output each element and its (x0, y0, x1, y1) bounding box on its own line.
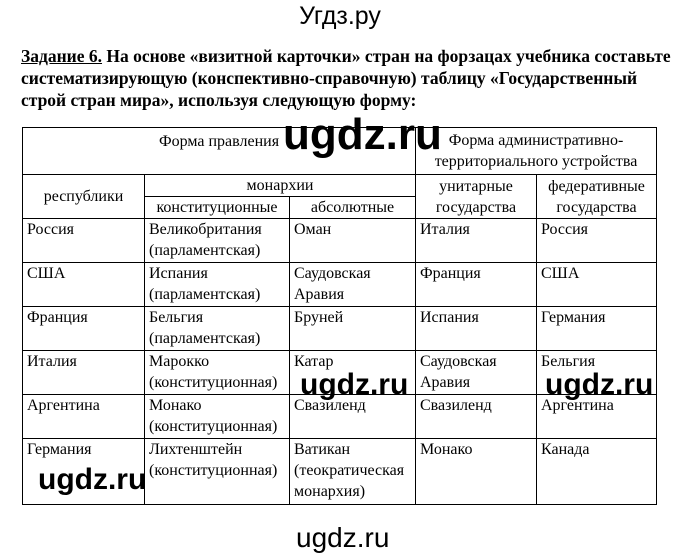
header-absolute: абсолютные (290, 197, 416, 219)
cell-absolute (290, 263, 416, 307)
cell-line: Бельгия (149, 309, 204, 326)
table-row (23, 351, 657, 395)
table-row (23, 263, 657, 307)
cell-line: Свазиленд (420, 397, 492, 414)
header-form-of-government: Форма правления (23, 128, 416, 175)
cell-line: Великобритания (149, 221, 262, 238)
cell-absolute (290, 439, 416, 505)
cell-constitutional (145, 395, 290, 439)
cell-constitutional (145, 219, 290, 263)
cell-line: Свазиленд (294, 397, 366, 414)
header-unitary (416, 175, 537, 219)
cell-unitary (416, 219, 537, 263)
cell-unitary (416, 307, 537, 351)
site-title: Угдз.ру (299, 2, 381, 30)
header-admin-line1: Форма административно- (448, 132, 624, 149)
cell-absolute (290, 395, 416, 439)
header-admin-line2: территориального устройства (434, 153, 638, 170)
cell-federal: Россия (537, 219, 657, 263)
cell-line: (конституционная) (149, 418, 278, 435)
table-row (23, 219, 657, 263)
cell-absolute (290, 307, 416, 351)
cell-republic: Франция (23, 307, 145, 351)
cell-line: (теократическая (294, 462, 405, 479)
watermark-mid: ugdz.ru (300, 368, 409, 401)
table-row (23, 439, 657, 505)
cell-line: Саудовская (420, 353, 497, 370)
cell-line: Испания (420, 309, 479, 326)
header-federal-line2: государства (556, 198, 637, 216)
cell-line: Оман (294, 221, 332, 238)
cell-unitary (416, 439, 537, 505)
watermark-left: ugdz.ru (38, 463, 147, 496)
cell-line: Саудовская (294, 265, 371, 282)
header-unitary-line1: унитарные (439, 177, 513, 195)
header-monarchies: монархии (145, 175, 416, 197)
cell-line: (парламентская) (149, 286, 261, 303)
header-admin-territorial (416, 128, 657, 175)
table-row (23, 395, 657, 439)
cell-republic: Германия (23, 439, 145, 505)
cell-unitary (416, 395, 537, 439)
cell-constitutional (145, 439, 290, 505)
cell-federal: Германия (537, 307, 657, 351)
cell-republic: Аргентина (23, 395, 145, 439)
header-constitutional: конституционные (145, 197, 290, 219)
cell-line: Аравия (294, 286, 345, 303)
header-republics: республики (23, 175, 145, 219)
cell-federal: Канада (537, 439, 657, 505)
cell-line: (парламентская) (149, 330, 261, 347)
cell-constitutional (145, 263, 290, 307)
header-unitary-line2: государства (435, 198, 517, 216)
cell-line: (конституционная) (149, 374, 278, 391)
cell-line: монархия) (294, 483, 366, 500)
cell-line: Аравия (420, 374, 471, 391)
task-statement (21, 45, 671, 111)
cell-line: Франция (420, 265, 481, 282)
cell-unitary (416, 263, 537, 307)
cell-federal: США (537, 263, 657, 307)
table-row (23, 307, 657, 351)
cell-line: Бруней (294, 309, 344, 326)
task-text: На основе «визитной карточки» стран на форзацах учебника составьте систематизирующую (конспективно-справочную) таблицу «Государственный строй стран мира», используя следующую форму: (21, 46, 671, 110)
cell-federal: Аргентина (537, 395, 657, 439)
header-federal (537, 175, 657, 219)
cell-constitutional (145, 307, 290, 351)
watermark-right: ugdz.ru (545, 368, 654, 401)
government-table (22, 127, 657, 505)
cell-line: Марокко (149, 353, 210, 370)
cell-unitary (416, 351, 537, 395)
cell-line: (конституционная) (149, 462, 278, 479)
cell-line: Ватикан (294, 441, 351, 458)
cell-line: Испания (149, 265, 208, 282)
cell-absolute (290, 351, 416, 395)
cell-line: Монако (420, 441, 473, 458)
watermark-top: ugdz.ru (283, 110, 442, 159)
task-label: Задание 6. (21, 46, 103, 66)
watermark-bottom: ugdz.ru (296, 522, 390, 553)
cell-republic: Россия (23, 219, 145, 263)
cell-federal: Бельгия (537, 351, 657, 395)
cell-absolute (290, 219, 416, 263)
cell-line: (парламентская) (149, 242, 261, 259)
cell-republic: Италия (23, 351, 145, 395)
header-federal-line1: федеративные (548, 177, 645, 195)
cell-line: Катар (294, 353, 334, 370)
cell-line: Италия (420, 221, 470, 238)
cell-line: Лихтенштейн (149, 441, 243, 458)
cell-republic: США (23, 263, 145, 307)
cell-line: Монако (149, 397, 202, 414)
cell-constitutional (145, 351, 290, 395)
